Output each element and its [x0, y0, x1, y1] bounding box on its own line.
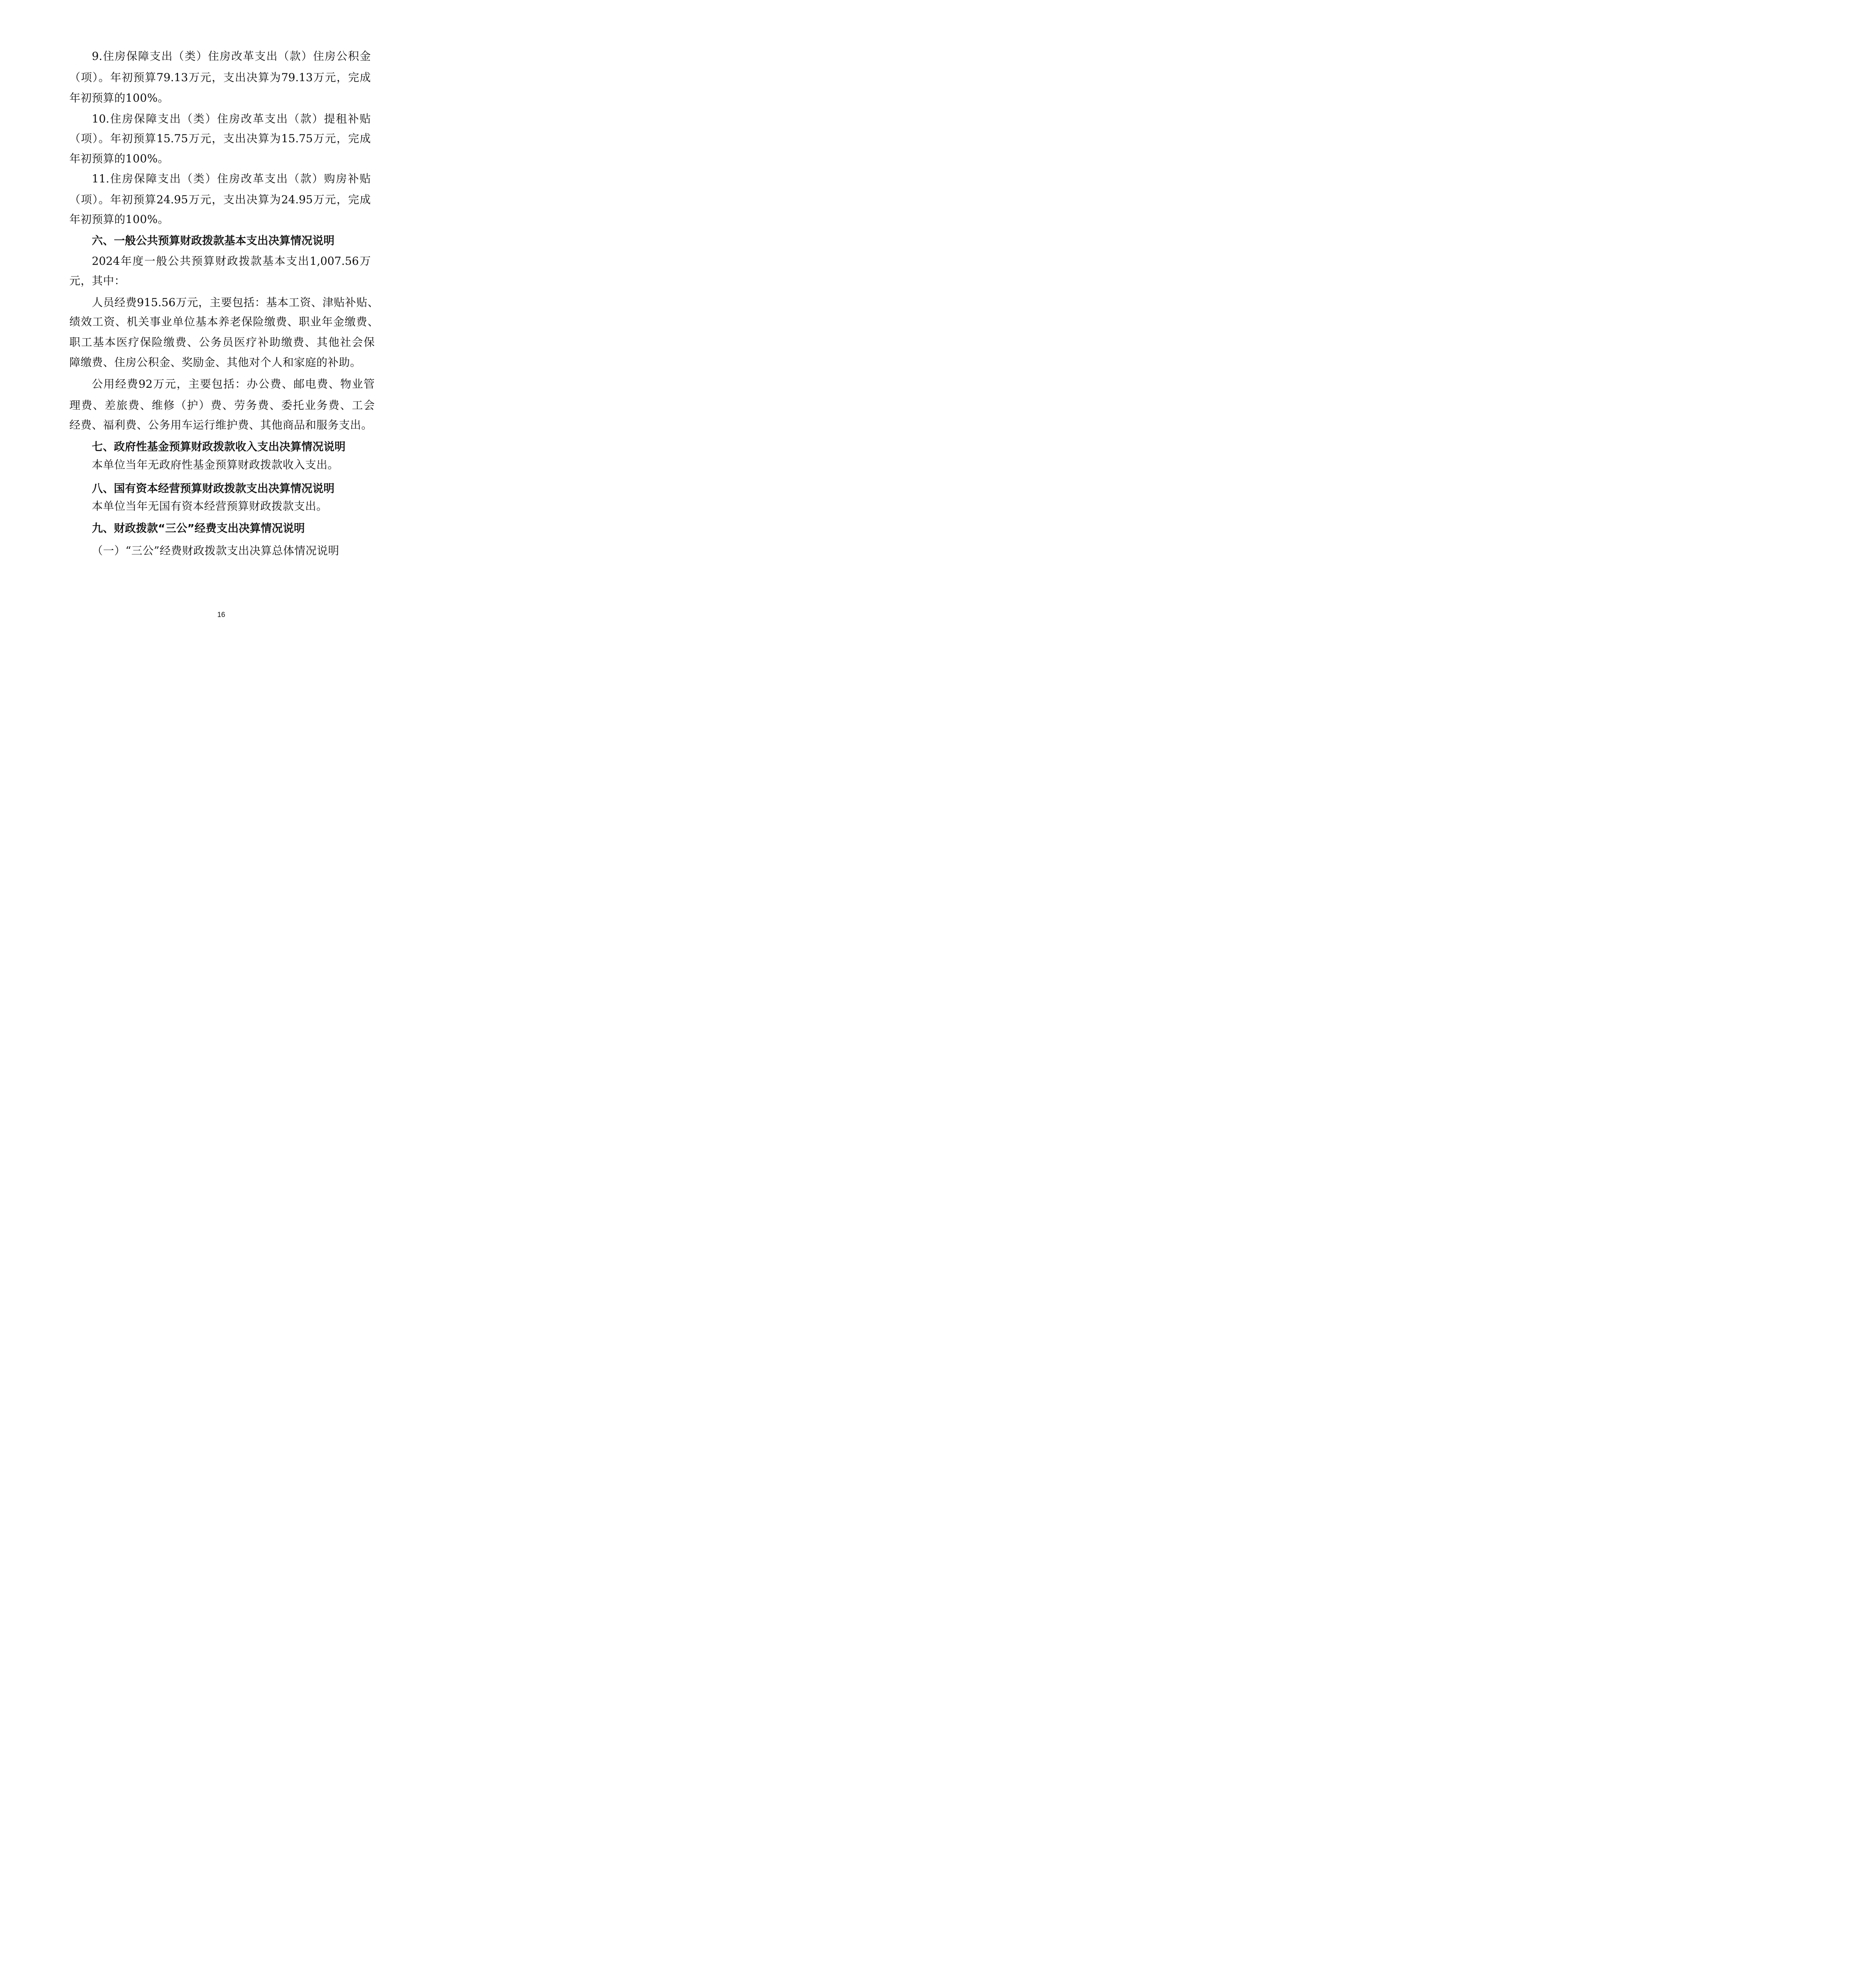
section-8-body: 本单位当年无国有资本经营预算财政拨款支出。	[92, 500, 328, 513]
page-number: 16	[217, 611, 225, 619]
section-8-heading: 八、国有资本经营预算财政拨款支出决算情况说明	[92, 482, 335, 495]
personnel-expenses-line-3: 职工基本医疗保险缴费、公务员医疗补助缴费、其他社会保	[69, 336, 375, 349]
section-7-body: 本单位当年无政府性基金预算财政拨款收入支出。	[92, 458, 339, 471]
item-11-line-2: （项）。年初预算24.95万元，支出决算为24.95万元，完成	[69, 193, 371, 206]
document-page	[0, 0, 442, 626]
public-expenses-line-3: 经费、福利费、公务用车运行维护费、其他商品和服务支出。	[69, 418, 373, 431]
item-9-line-3: 年初预算的100%。	[69, 91, 169, 104]
item-9-line-1: 9.住房保障支出（类）住房改革支出（款）住房公积金	[92, 50, 371, 63]
item-10-line-3: 年初预算的100%。	[69, 152, 169, 165]
item-10-line-1: 10.住房保障支出（类）住房改革支出（款）提租补贴	[92, 112, 371, 125]
item-11-line-1: 11.住房保障支出（类）住房改革支出（款）购房补贴	[92, 172, 371, 185]
personnel-expenses-line-2: 绩效工资、机关事业单位基本养老保险缴费、职业年金缴费、	[69, 315, 379, 328]
item-10-line-2: （项）。年初预算15.75万元，支出决算为15.75万元，完成	[69, 132, 371, 145]
personnel-expenses-line-4: 障缴费、住房公积金、奖励金、其他对个人和家庭的补助。	[69, 356, 362, 369]
section-6-intro-line-1: 2024年度一般公共预算财政拨款基本支出1,007.56万	[92, 255, 371, 268]
item-11-line-3: 年初预算的100%。	[69, 213, 169, 226]
personnel-expenses-line-1: 人员经费915.56万元，主要包括：基本工资、津贴补贴、	[92, 296, 379, 309]
section-6-intro-line-2: 元，其中：	[69, 274, 126, 287]
section-9-heading: 九、财政拨款“三公”经费支出决算情况说明	[92, 522, 305, 535]
section-9-subheading: （一）“三公”经费财政拨款支出决算总体情况说明	[92, 544, 340, 557]
section-7-heading: 七、政府性基金预算财政拨款收入支出决算情况说明	[92, 440, 346, 453]
section-6-heading: 六、一般公共预算财政拨款基本支出决算情况说明	[92, 234, 335, 247]
public-expenses-line-2: 理费、差旅费、维修（护）费、劳务费、委托业务费、工会	[69, 399, 375, 412]
item-9-line-2: （项）。年初预算79.13万元，支出决算为79.13万元，完成	[69, 71, 371, 84]
public-expenses-line-1: 公用经费92万元，主要包括：办公费、邮电费、物业管	[92, 377, 375, 390]
